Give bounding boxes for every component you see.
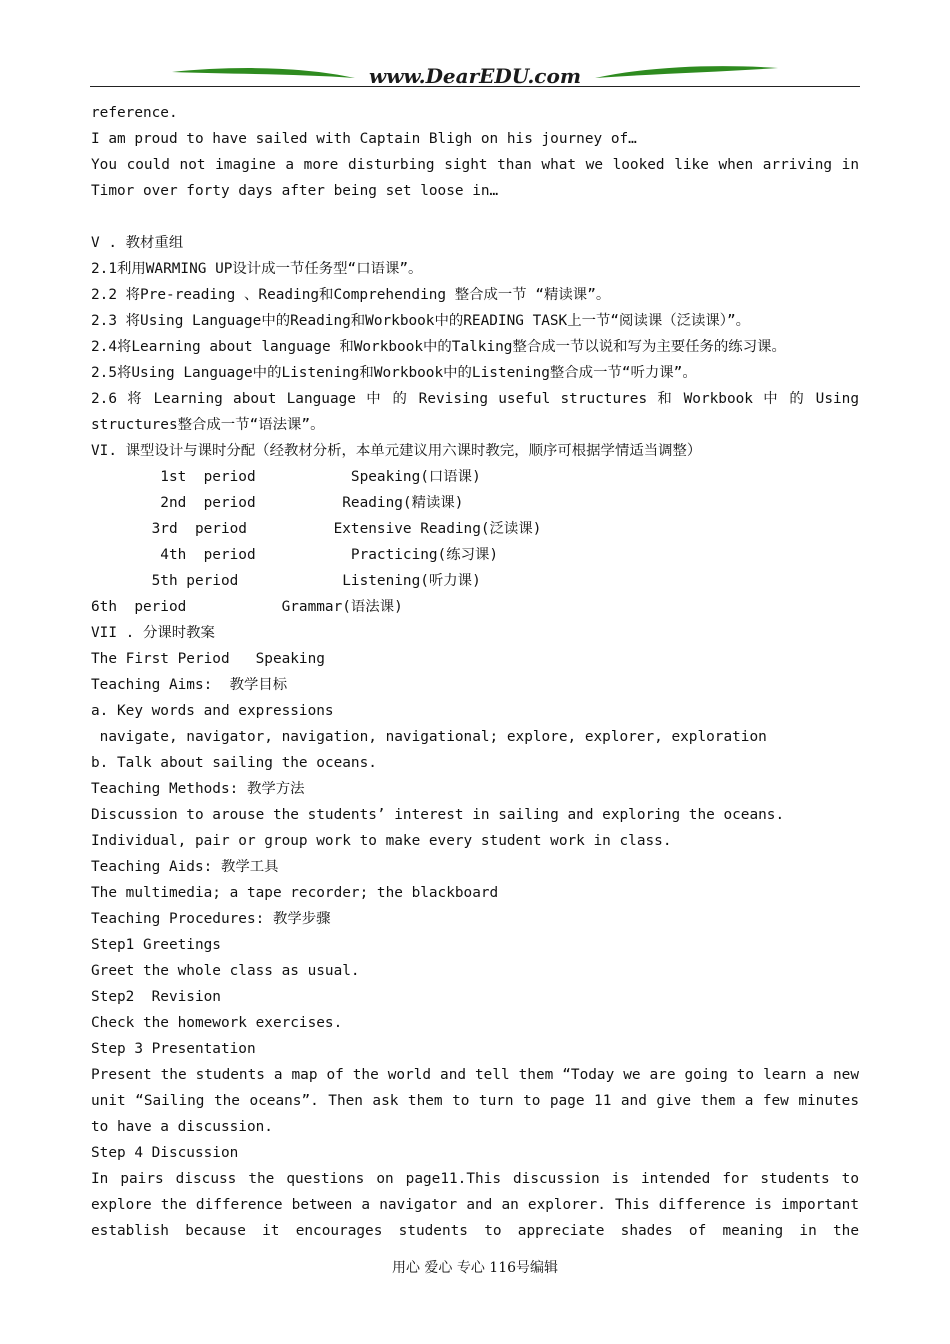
text-line: Step1 Greetings: [91, 937, 221, 953]
text-line: 4th period Practicing(练习课): [91, 547, 499, 563]
text-line: In pairs discuss the questions on page11.This discussion is intended for students to: [91, 1171, 859, 1187]
text-line: Individual, pair or group work to make every student work in class.: [91, 833, 672, 849]
text-line: a. Key words and expressions: [91, 703, 334, 719]
text-line: navigate, navigator, navigation, navigational; explore, explorer, exploration: [91, 729, 767, 745]
logo-left-swoosh: [172, 68, 355, 78]
text-line: The multimedia; a tape recorder; the blackboard: [91, 885, 499, 901]
text-line: You could not imagine a more disturbing sight than what we looked like when arriving in: [91, 157, 859, 173]
text-line: Step 4 Discussion: [91, 1145, 239, 1161]
text-line: I am proud to have sailed with Captain Bligh on his journey of…: [91, 131, 637, 147]
text-line: 2nd period Reading(精读课): [91, 495, 464, 511]
logo-text: www.DearEDU.com: [368, 64, 582, 88]
text-line: establish because it encourages students to appreciate shades of meaning in the: [91, 1223, 859, 1239]
text-line: The First Period Speaking: [91, 651, 325, 667]
text-line: 6th period Grammar(语法课): [91, 599, 403, 615]
text-line: VII . 分课时教案: [91, 625, 215, 641]
text-line: Teaching Aids: 教学工具: [91, 859, 279, 875]
text-line: 2.4将Learning about language 和Workbook中的Talking整合成一节以说和写为主要任务的练习课。: [91, 339, 786, 355]
text-line: Teaching Aims: 教学目标: [91, 677, 288, 693]
text-line: 3rd period Extensive Reading(泛读课): [91, 521, 542, 537]
document-body: [91, 100, 859, 1244]
page-footer: 用心 爱心 专心 116号编辑: [391, 1260, 559, 1276]
text-line: Timor over forty days after being set loose in…: [91, 183, 499, 199]
text-line: explore the difference between a navigator and an explorer. This difference is important: [91, 1197, 859, 1213]
text-line: Teaching Methods: 教学方法: [91, 781, 305, 797]
text-line: [91, 204, 859, 230]
text-line: Discussion to arouse the students’ interest in sailing and exploring the oceans.: [91, 807, 785, 823]
header-rule: [90, 86, 860, 87]
text-line: Present the students a map of the world and tell them “Today we are going to learn a new: [91, 1067, 859, 1083]
text-line: 5th period Listening(听力课): [91, 573, 481, 589]
text-line: 2.5将Using Language中的Listening和Workbook中的Listening整合成一节“听力课”。: [91, 365, 697, 381]
text-line: 2.6 将 Learning about Language 中 的 Revising useful structures 和 Workbook 中 的 Using: [91, 391, 859, 407]
text-line: Teaching Procedures: 教学步骤: [91, 911, 331, 927]
text-line: Step2 Revision: [91, 989, 221, 1005]
text-line: 2.3 将Using Language中的Reading和Workbook中的READING TASK上一节“阅读课（泛读课）”。: [91, 313, 751, 329]
text-line: 2.2 将Pre-reading 、Reading和Comprehending 整合成一节 “精读课”。: [91, 287, 611, 303]
logo-right-swoosh: [595, 66, 778, 78]
text-line: to have a discussion.: [91, 1119, 273, 1135]
text-line: unit “Sailing the oceans”. Then ask them to turn to page 11 and give them a few minutes: [91, 1093, 859, 1109]
text-line: b. Talk about sailing the oceans.: [91, 755, 377, 771]
text-line: V . 教材重组: [91, 235, 184, 251]
text-line: structures整合成一节“语法课”。: [91, 417, 325, 433]
text-line: Step 3 Presentation: [91, 1041, 256, 1057]
text-line: reference.: [91, 105, 178, 121]
text-line: Greet the whole class as usual.: [91, 963, 360, 979]
text-line: VI. 课型设计与课时分配（经教材分析，本单元建议用六课时教完，顺序可根据学情适当调整）: [91, 443, 702, 459]
text-line: 1st period Speaking(口语课): [91, 469, 481, 485]
text-line: 2.1利用WARMING UP设计成一节任务型“口语课”。: [91, 261, 423, 277]
text-line: Check the homework exercises.: [91, 1015, 343, 1031]
